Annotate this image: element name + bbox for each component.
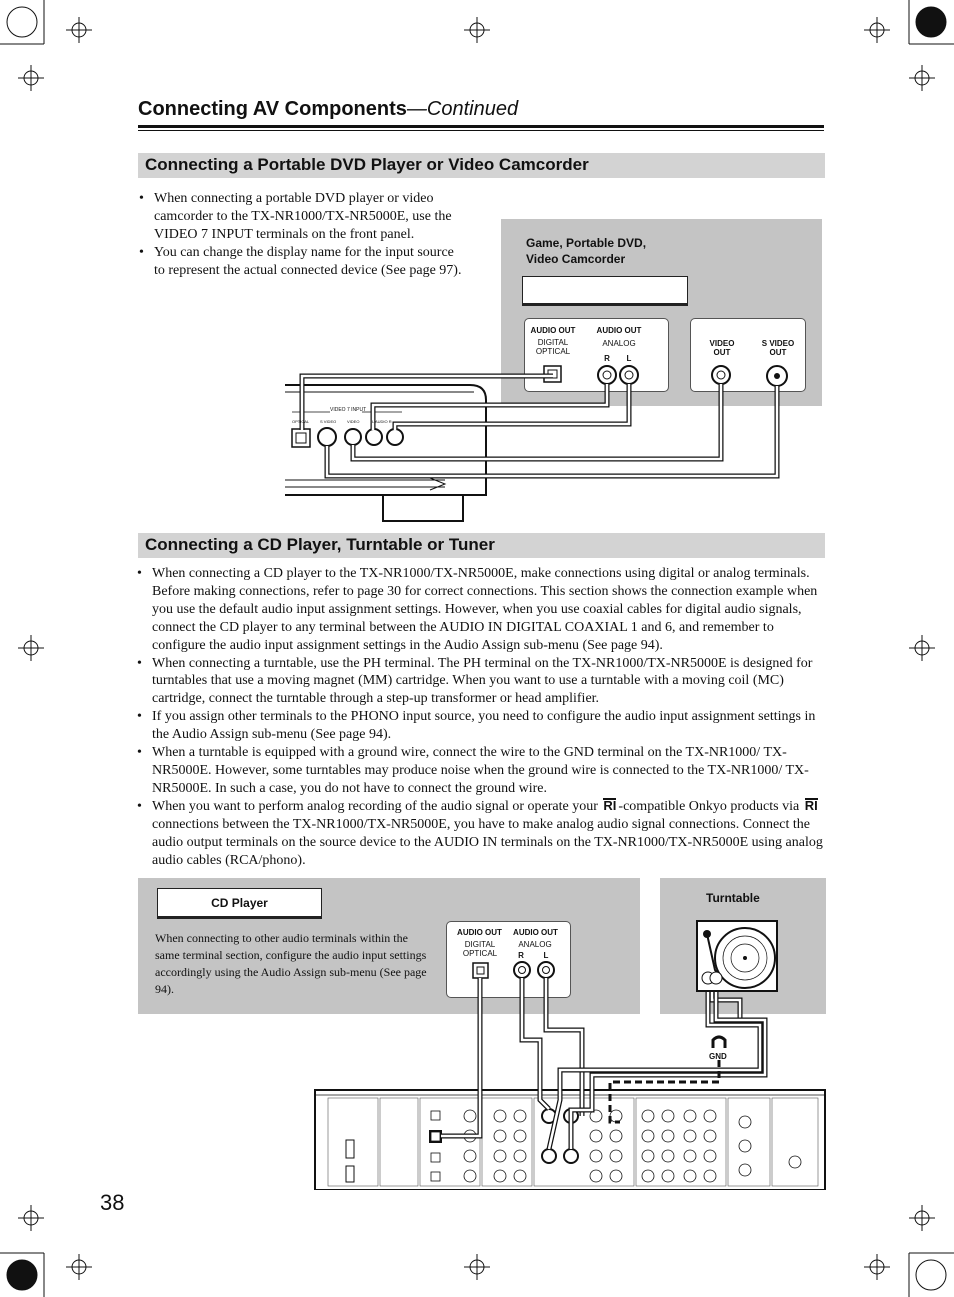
audio-out-label: AUDIO OUT [513,928,558,937]
cd-rca-l [538,962,554,978]
bullet-item [137,798,827,870]
header-main: Connecting AV Components [138,98,407,120]
video-jack [712,366,730,384]
receiver-foot [383,495,463,521]
header-continued: —Continued [406,98,519,120]
l-label: L [626,354,632,363]
digital-optical-label: DIGITAL OPTICAL [535,338,571,356]
bullet-item: • When connecting a CD player to the TX-NR1000/TX-NR5000E, make connections using digital or analog terminals. Before making connections, refer to page 30 for correct connections. This section shows the connection example when you use the default audio input assignment settings. However, when you use coaxial cables for digital audio signals, connect the CD player to any terminal between the AUDIO IN DIGITAL COAXIAL 1 and 6, and remember to configure the audio input assignment settings in the Audio Assign sub-menu (See page 94). [137,565,827,655]
r-label: R [604,354,610,363]
gnd-icon [713,1037,725,1048]
ri-logo: RI [804,797,818,813]
front-video-label: VIDEO [347,419,360,424]
bullet-text: When you want to perform analog recording of the audio signal or operate your [152,798,598,814]
bullet-item: • When connecting a turntable, use the PH terminal. The PH terminal on the TX-NR1000/TX-NR5000E is designed for turntables that use a moving magnet (MM) cartridge. When you want to use a turntable with a moving coil (MC) cartridge, connect the turntable through a step-up transformer or head amplifier. [137,655,827,709]
front-audio-label: L AUDIO R [372,419,392,424]
device-title-line: Game, Portable DVD, [526,236,647,250]
front-audio-l-jack [366,429,382,445]
section2-bullets [137,565,827,869]
video-out-label: VIDEO OUT [709,339,735,357]
device-title-line: Video Camcorder [526,252,626,266]
s-video-out-label: S VIDEO OUT [761,339,795,357]
section-title: Connecting a Portable DVD Player or Video Camcorder [145,155,589,174]
bullet-item: • You can change the display name for the input source to represent the actual connected device (See page 97). [139,244,464,280]
front-svideo-label: S VIDEO [320,419,337,424]
front-video-jack [345,429,361,445]
gnd-label: GND [709,1052,727,1061]
front-optical-jack [292,429,310,447]
turntable-spindle [743,956,747,960]
audio-out-label: AUDIO OUT [457,928,502,937]
cd-player-label: CD Player [157,888,322,918]
bullet-item: • When a turntable is equipped with a ground wire, connect the wire to the GND terminal on the TX-NR1000/ TX-NR5000E. However, some turntables may produce noise when the ground wire is connected to the TX-NR1000/ TX-NR5000E. In such a case, you do not have to connect the ground wire. [137,744,827,798]
connection-diagram-cd-turntable [0,900,954,1190]
cd-rca-r [514,962,530,978]
front-panel-label: VIDEO 7 INPUT [330,407,367,413]
turntable-rca [710,972,722,984]
analog-label: ANALOG [602,339,636,348]
front-svideo-jack [318,428,336,446]
page-number: 38 [100,1190,125,1215]
front-audio-r-jack [387,429,403,445]
front-optical-label: OPTICAL [292,419,310,424]
ri-logo: RI [603,797,617,813]
rca-jack-r [598,366,616,384]
audio-out-label: AUDIO OUT [530,326,576,335]
audio-out-label: AUDIO OUT [596,326,642,335]
digital-optical-label: DIGITAL OPTICAL [462,940,498,958]
turntable-label: Turntable [706,891,760,905]
s-video-jack-pin [774,373,780,379]
connection-diagram-portable [0,0,954,540]
section-bar-cd-turntable [138,533,825,558]
bullet-text: connections between the TX-NR1000/TX-NR5000E, you have to make analog audio signal connections. Connect the audio output terminals on the source device to the AUDIO IN terminals on the TX-NR1000/TX-NR5000E using analog audio cables (RCA/phono). [152,816,823,868]
cd-note: When connecting to other audio terminals within the same terminal section, configure the audio input settings accordingly using the Audio Assign sub-menu (See page 94). [155,931,427,996]
bullet-item: • If you assign other terminals to the PHONO input source, you need to configure the audio input assignment settings in the Audio Assign sub-menu (See page 94). [137,708,827,744]
section-title: Connecting a CD Player, Turntable or Tuner [145,535,495,554]
r-label: R [518,951,524,960]
analog-label: ANALOG [518,940,552,949]
l-label: L [543,951,549,960]
cd-optical-jack [473,963,488,978]
bullet-text: -compatible Onkyo products via [618,798,800,814]
bullet-item: • When connecting a portable DVD player or video camcorder to the TX-NR1000/TX-NR5000E, use the VIDEO 7 INPUT terminals on the front panel. [139,190,464,244]
rca-jack-l [620,366,638,384]
